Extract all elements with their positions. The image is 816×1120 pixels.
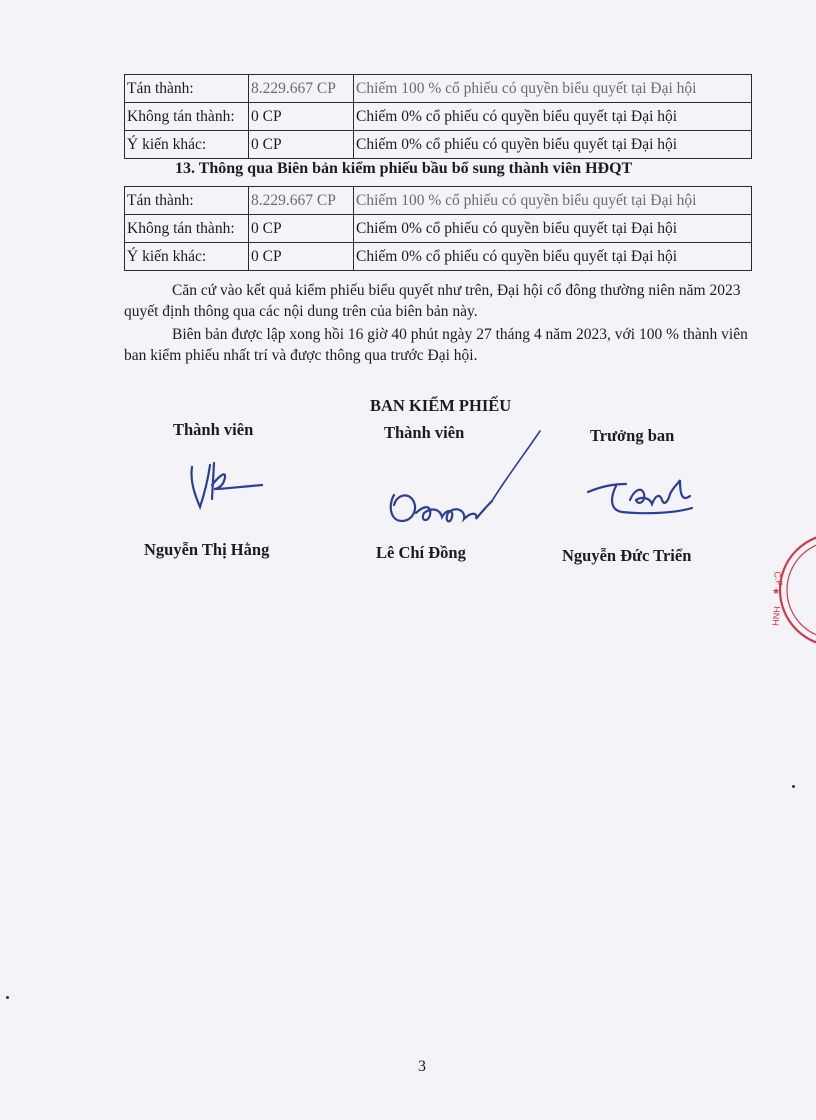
vote-amount: 0 CP (249, 103, 354, 131)
table-row (125, 75, 752, 103)
left-signature-image (180, 455, 275, 515)
vote-amount: 0 CP (249, 243, 354, 271)
vote-label: Không tán thành: (125, 215, 249, 243)
vote-description: Chiếm 100 % cổ phiếu có quyền biểu quyết tại Đại hội (354, 187, 752, 215)
scan-speck (6, 996, 9, 999)
committee-title: BAN KIỂM PHIẾU (370, 396, 512, 415)
table-row (125, 131, 752, 159)
table-row (125, 215, 752, 243)
vote-label: Tán thành: (125, 75, 249, 103)
page-number: 3 (418, 1058, 426, 1075)
vote-label: Ý kiến khác: (125, 243, 249, 271)
vote-amount: 0 CP (249, 131, 354, 159)
table-row (125, 187, 752, 215)
vote-description: Chiếm 0% cổ phiếu có quyền biểu quyết tại Đại hội (354, 131, 752, 159)
right-signer-name: Nguyễn Đức Triển (562, 546, 692, 565)
vote-description: Chiếm 0% cổ phiếu có quyền biểu quyết tại Đại hội (354, 103, 752, 131)
section-13-heading: 13. Thông qua Biên bản kiểm phiếu bầu bổ sung thành viên HĐQT (175, 160, 633, 177)
svg-text:HNH: HNH (770, 605, 782, 627)
vote-label: Tán thành: (125, 187, 249, 215)
middle-signer-name: Lê Chí Đồng (376, 543, 466, 562)
vote-amount: 8.229.667 CP (249, 187, 354, 215)
closing-text: Biên bản được lập xong hồi 16 giờ 40 phút ngày 27 tháng 4 năm 2023, với 100 % thành viên ban kiểm phiếu nhất trí và được thông qua trước Đại hội. (124, 326, 748, 364)
vote-description: Chiếm 0% cổ phiếu có quyền biểu quyết tại Đại hội (354, 215, 752, 243)
right-signer-role: Trưởng ban (590, 426, 675, 445)
scan-speck (792, 785, 795, 788)
table-row (125, 103, 752, 131)
vote-table-12 (124, 74, 752, 159)
vote-label: Không tán thành: (125, 103, 249, 131)
closing-paragraph (124, 324, 751, 366)
svg-text:★: ★ (772, 587, 781, 597)
svg-text:C.P: C.P (772, 570, 785, 588)
vote-description: Chiếm 0% cổ phiếu có quyền biểu quyết tại Đại hội (354, 243, 752, 271)
right-signature-image (582, 470, 707, 525)
vote-amount: 8.229.667 CP (249, 75, 354, 103)
resolution-text: Căn cứ vào kết quả kiểm phiếu biểu quyết như trên, Đại hội cổ đông thường niên năm 2023 quyết định thông qua các nội dung trên của biên bản này. (124, 282, 741, 320)
resolution-paragraph (124, 280, 751, 322)
company-stamp (756, 530, 816, 650)
left-signer-role: Thành viên (173, 420, 254, 439)
table-row (125, 243, 752, 271)
middle-signature-image (380, 425, 550, 535)
vote-table-13 (124, 186, 752, 271)
middle-signer-role: Thành viên (384, 423, 465, 442)
left-signer-name: Nguyễn Thị Hằng (144, 540, 270, 559)
vote-description: Chiếm 100 % cổ phiếu có quyền biểu quyết tại Đại hội (354, 75, 752, 103)
vote-amount: 0 CP (249, 215, 354, 243)
vote-label: Ý kiến khác: (125, 131, 249, 159)
